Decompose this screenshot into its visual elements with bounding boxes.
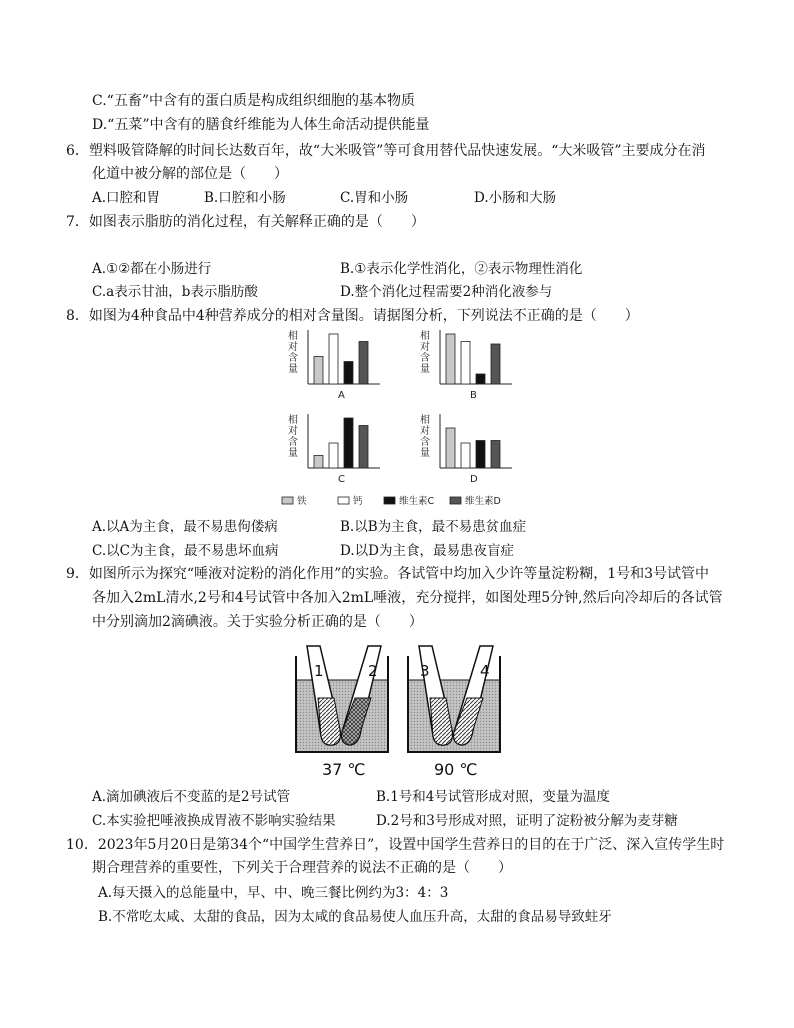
legend-label: 铁 <box>297 496 307 507</box>
q9-option-a: A.滴加碘液后不变蓝的是2号试管 <box>92 789 291 805</box>
ylabel-char: 量 <box>420 364 430 375</box>
q8-option-b: B.以B为主食，最不易患贫血症 <box>340 519 527 535</box>
ylabel-char: 相 <box>288 331 298 342</box>
tube-label-2: 2 <box>368 662 378 680</box>
q10-stem-line1: 10．2023年5月20日是第34个“中国学生营养日”，设置中国学生营养日的目的在于广泛、深入宣传学生时 <box>66 837 725 853</box>
legend-swatch <box>338 497 349 504</box>
bar-维生素D <box>359 342 368 385</box>
q8-stem: 8．如图为4种食品中4种营养成分的相对含量图。请据图分析，下列说法不正确的是（ ） <box>66 308 639 324</box>
ylabel-char: 量 <box>288 448 298 459</box>
q6-option-a: A.口腔和胃 <box>92 190 161 206</box>
bar-钙 <box>461 342 470 385</box>
ylabel-char: 相 <box>420 331 430 342</box>
legend-swatch <box>282 497 293 504</box>
q8-nutrient-figure <box>280 326 540 512</box>
bar-铁 <box>314 456 323 469</box>
bar-铁 <box>446 428 455 468</box>
bar-维生素C <box>476 441 485 469</box>
q8-option-a: A.以A为主食，最不易患佝偻病 <box>92 519 278 535</box>
nutrient-panel-a <box>288 329 380 401</box>
q8-option-d: D.以D为主食，最易患夜盲症 <box>340 543 514 559</box>
bar-维生素D <box>359 426 368 469</box>
tube-label-4: 4 <box>480 662 490 680</box>
nutrient-panel-c <box>288 413 380 485</box>
temp-label-37: 37 ℃ <box>322 760 366 779</box>
q8-option-c: C.以C为主食，最不易患坏血病 <box>92 543 279 559</box>
ylabel-char: 对 <box>420 426 430 437</box>
bar-维生素C <box>476 374 485 384</box>
ylabel-char: 含 <box>288 353 298 364</box>
bar-钙 <box>461 443 470 468</box>
ylabel-char: 对 <box>288 426 298 437</box>
q9-beaker-figure <box>290 636 510 780</box>
ylabel-char: 对 <box>420 342 430 353</box>
q7-option-d: D.整个消化过程需要2种消化液参与 <box>340 284 553 300</box>
ylabel-char: 相 <box>420 415 430 426</box>
ylabel-char: 含 <box>420 437 430 448</box>
legend-swatch <box>450 497 461 504</box>
q5-option-d: D.“五菜”中含有的膳食纤维能为人体生命活动提供能量 <box>92 117 430 133</box>
panel-label: A <box>338 390 345 401</box>
tube-label-1: 1 <box>314 662 324 680</box>
q6-option-c: C.胃和小肠 <box>340 190 409 206</box>
ylabel-char: 量 <box>420 448 430 459</box>
nutrient-panel-d <box>420 413 512 485</box>
q10-option-b: B.不常吃太咸、太甜的食品，因为太咸的食品易使人血压升高，太甜的食品易导致蛀牙 <box>98 909 612 925</box>
q9-stem-line3: 中分别滴加2滴碘液。关于实验分析正确的是（ ） <box>92 614 423 630</box>
q9-stem-line2: 各加入2mL清水,2号和4号试管中各加入2mL唾液，充分搅拌，如图处理5分钟,然后向冷却后的各试管 <box>92 590 723 606</box>
bar-维生素D <box>491 344 500 384</box>
temp-label-90: 90 ℃ <box>434 760 478 779</box>
nutrient-panel-b <box>420 329 512 401</box>
ylabel-char: 含 <box>420 353 430 364</box>
q6-stem-line1: 6．塑料吸管降解的时间长达数百年，故“大米吸管”等可食用替代品快速发展。“大米吸管”主要成分在消 <box>66 143 706 159</box>
bar-维生素D <box>491 441 500 469</box>
q10-stem-line2: 期合理营养的重要性，下列关于合理营养的说法不正确的是（ ） <box>92 860 512 876</box>
q6-option-b: B.口腔和小肠 <box>204 190 286 206</box>
q7-option-b: B.①表示化学性消化，②表示物理性消化 <box>340 261 583 277</box>
bar-铁 <box>314 357 323 385</box>
bar-维生素C <box>344 418 353 468</box>
q6-option-d: D.小肠和大肠 <box>474 190 557 206</box>
q6-stem-line2: 化道中被分解的部位是（ ） <box>92 166 288 182</box>
panel-label: C <box>338 474 345 485</box>
bar-维生素C <box>344 362 353 385</box>
bar-钙 <box>329 443 338 468</box>
q9-option-b: B.1号和4号试管形成对照，变量为温度 <box>376 789 610 805</box>
tube-label-3: 3 <box>420 662 430 680</box>
ylabel-char: 相 <box>288 415 298 426</box>
legend-label: 维生素C <box>399 496 435 507</box>
q7-stem: 7．如图表示脂肪的消化过程，有关解释正确的是（ ） <box>66 214 425 230</box>
legend-label: 维生素D <box>465 496 501 507</box>
q7-option-a: A.①②都在小肠进行 <box>92 261 212 277</box>
q5-option-c: C.“五畜”中含有的蛋白质是构成组织细胞的基本物质 <box>92 93 415 109</box>
bar-钙 <box>329 334 338 384</box>
q10-option-a: A.每天摄入的总能量中，早、中、晚三餐比例约为3：4：3 <box>98 885 449 901</box>
legend-label: 钙 <box>353 496 363 507</box>
legend-swatch <box>384 497 395 504</box>
panel-label: B <box>470 390 477 401</box>
bar-铁 <box>446 334 455 384</box>
ylabel-char: 量 <box>288 364 298 375</box>
q9-stem-line1: 9．如图所示为探究“唾液对淀粉的消化作用”的实验。各试管中均加入少许等量淀粉糊，1号和3号试管中 <box>66 566 710 582</box>
ylabel-char: 对 <box>288 342 298 353</box>
ylabel-char: 含 <box>288 437 298 448</box>
q9-option-d: D.2号和3号形成对照，证明了淀粉被分解为麦芽糖 <box>376 813 678 829</box>
q9-option-c: C.本实验把唾液换成胃液不影响实验结果 <box>92 813 336 829</box>
q7-option-c: C.a表示甘油，b表示脂肪酸 <box>92 284 258 300</box>
panel-label: D <box>470 474 478 485</box>
